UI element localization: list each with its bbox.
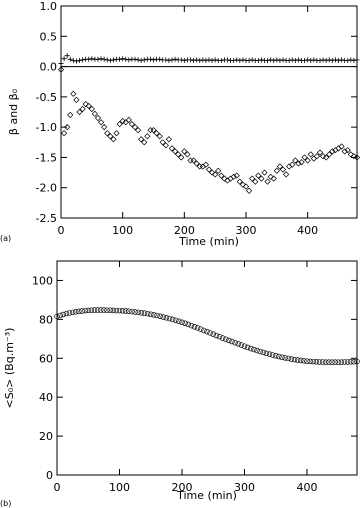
data-point-diamond [262, 170, 267, 175]
y-tick-label: 1.0 [39, 0, 57, 13]
data-point-plus [86, 57, 91, 62]
data-point-plus [240, 57, 245, 62]
data-point-diamond [126, 117, 131, 122]
data-point-plus [65, 53, 70, 58]
data-point-diamond [274, 168, 279, 173]
y-tick-label: 40 [39, 391, 53, 405]
data-point-circle [164, 315, 169, 320]
data-point-plus [111, 57, 116, 62]
data-point-plus [274, 57, 279, 62]
data-point-plus [136, 57, 141, 62]
panel-b-plot-frame [57, 261, 357, 475]
data-point-plus [163, 57, 168, 62]
data-point-circle [186, 322, 191, 327]
data-point-plus [333, 57, 338, 62]
data-point-plus [102, 57, 107, 62]
x-tick-label: 100 [109, 481, 130, 494]
data-point-diamond [114, 131, 119, 136]
panel-b-ticks [32, 261, 357, 494]
data-point-circle [211, 332, 216, 337]
data-point-plus [203, 58, 208, 63]
data-point-plus [200, 57, 205, 62]
data-point-plus [247, 58, 252, 63]
data-point-circle [242, 344, 247, 349]
panel-b-marks [55, 308, 360, 365]
data-point-plus [71, 58, 76, 63]
data-point-plus [210, 58, 215, 63]
data-point-plus [120, 56, 125, 61]
data-point-plus [188, 57, 193, 62]
data-point-circle [230, 339, 235, 344]
data-point-plus [157, 57, 162, 62]
data-point-plus [148, 57, 153, 62]
data-point-circle [261, 350, 266, 355]
data-point-circle [58, 313, 63, 318]
data-point-plus [290, 57, 295, 62]
data-point-circle [205, 329, 210, 334]
data-point-plus [256, 58, 261, 63]
x-tick-label: 400 [296, 481, 318, 494]
y-tick-label: -2.0 [35, 181, 57, 195]
x-tick-label: 200 [173, 224, 195, 237]
data-point-plus [311, 57, 316, 62]
data-point-plus [166, 58, 171, 63]
data-point-circle [226, 338, 231, 343]
data-point-diamond [283, 172, 288, 177]
data-point-plus [207, 57, 212, 62]
data-point-circle [155, 313, 160, 318]
data-point-diamond [92, 111, 97, 116]
data-point-plus [330, 58, 335, 63]
data-point-plus [77, 58, 82, 63]
y-tick-label: 20 [39, 430, 53, 444]
data-point-plus [321, 57, 326, 62]
data-point-plus [268, 57, 273, 62]
panel-a-label: (a) [0, 234, 12, 243]
data-point-circle [273, 353, 278, 358]
data-point-diamond [145, 134, 150, 139]
data-point-plus [296, 57, 301, 62]
data-point-plus [74, 59, 79, 64]
data-point-circle [245, 345, 250, 350]
data-point-circle [220, 336, 225, 341]
data-point-plus [339, 57, 344, 62]
data-point-circle [258, 349, 263, 354]
x-tick-label: 300 [234, 481, 255, 494]
data-point-plus [105, 57, 110, 62]
data-point-circle [255, 348, 260, 353]
data-point-plus [123, 57, 128, 62]
y-tick-label: 60 [39, 352, 53, 366]
panel-a-plot-frame [61, 6, 357, 218]
data-point-plus [108, 58, 113, 63]
data-point-circle [267, 352, 272, 357]
panel-a-marks [58, 53, 359, 193]
data-point-circle [270, 353, 275, 358]
data-point-plus [62, 56, 67, 61]
data-point-diamond [74, 97, 79, 102]
data-point-circle [161, 315, 166, 320]
y-tick-label: 80 [39, 313, 53, 327]
data-point-circle [195, 326, 200, 331]
panel-b-y-axis-title: <S₀> (Bq.m⁻³) [3, 327, 16, 409]
data-point-plus [170, 57, 175, 62]
data-point-diamond [68, 112, 73, 117]
data-point-circle [192, 324, 197, 329]
data-point-plus [265, 58, 270, 63]
panel-a-ticks [36, 0, 357, 237]
data-point-circle [198, 327, 203, 332]
data-point-plus [173, 57, 178, 62]
data-point-plus [99, 56, 104, 61]
data-point-plus [259, 57, 264, 62]
data-point-diamond [61, 131, 66, 136]
data-point-plus [231, 58, 236, 63]
y-tick-label: -1.0 [35, 121, 57, 135]
data-point-circle [276, 354, 281, 359]
data-point-plus [327, 57, 332, 62]
x-tick-label: 0 [53, 481, 61, 494]
data-point-circle [236, 341, 241, 346]
data-point-circle [239, 343, 244, 348]
data-point-circle [217, 334, 222, 339]
data-point-plus [308, 58, 313, 63]
y-tick-label: -0.5 [35, 90, 57, 104]
data-point-plus [80, 57, 85, 62]
data-point-plus [348, 57, 353, 62]
panel-a-beta-chart [0, 0, 360, 248]
data-point-diamond [265, 179, 270, 184]
data-point-diamond [246, 188, 251, 193]
data-point-circle [251, 347, 256, 352]
data-point-circle [201, 328, 206, 333]
data-point-plus [336, 58, 341, 63]
data-point-circle [264, 351, 269, 356]
data-point-plus [142, 57, 147, 62]
data-point-circle [170, 317, 175, 322]
data-point-plus [351, 58, 356, 63]
data-point-plus [287, 58, 292, 63]
panel-b-x-axis-title: Time (min) [177, 489, 237, 502]
data-point-plus [197, 58, 202, 63]
data-point-circle [158, 314, 163, 319]
x-tick-label: 200 [171, 481, 193, 494]
data-point-plus [293, 58, 298, 63]
panel-a-x-axis-title: Time (min) [179, 235, 239, 248]
y-tick-label: 0.0 [39, 60, 57, 74]
data-point-plus [117, 57, 122, 62]
data-point-plus [151, 57, 156, 62]
data-point-circle [176, 319, 181, 324]
data-point-plus [96, 57, 101, 62]
panel-a-y-axis-title: β and β₀ [7, 88, 20, 136]
y-tick-label: -1.5 [35, 151, 57, 165]
data-point-circle [180, 320, 185, 325]
data-point-plus [182, 58, 187, 63]
data-point-circle [208, 331, 213, 336]
data-point-plus [271, 58, 276, 63]
data-point-plus [194, 57, 199, 62]
data-point-plus [68, 57, 73, 62]
data-point-circle [248, 346, 253, 351]
x-tick-label: 300 [235, 224, 257, 237]
x-tick-label: 0 [57, 224, 65, 237]
panel-b-activity-chart [0, 261, 359, 508]
data-point-circle [189, 323, 194, 328]
data-point-plus [305, 57, 310, 62]
data-point-diamond [102, 125, 107, 130]
x-tick-label: 400 [297, 224, 319, 237]
data-point-circle [183, 321, 188, 326]
data-point-circle [233, 340, 238, 345]
x-tick-label: 100 [112, 224, 134, 237]
data-point-plus [237, 58, 242, 63]
data-point-plus [213, 57, 218, 62]
data-point-diamond [98, 120, 103, 125]
data-point-plus [191, 58, 196, 63]
data-point-plus [277, 58, 282, 63]
data-point-diamond [308, 152, 313, 157]
data-point-plus [219, 58, 224, 63]
data-point-diamond [95, 115, 100, 120]
data-point-plus [179, 57, 184, 62]
y-tick-label: 0.5 [39, 30, 57, 44]
data-point-circle [214, 333, 219, 338]
data-point-plus [250, 57, 255, 62]
data-point-circle [173, 318, 178, 323]
data-point-circle [61, 312, 66, 317]
data-point-plus [225, 57, 230, 62]
data-point-plus [139, 58, 144, 63]
data-point-diamond [166, 137, 171, 142]
y-tick-label: -2.5 [35, 212, 57, 225]
data-point-diamond [311, 156, 316, 161]
data-point-plus [345, 58, 350, 63]
data-point-plus [133, 57, 138, 62]
data-point-plus [318, 58, 323, 63]
y-tick-label: 100 [32, 274, 53, 288]
data-point-plus [89, 56, 94, 61]
data-point-plus [126, 57, 131, 62]
data-point-plus [302, 58, 307, 63]
data-point-plus [281, 57, 286, 62]
y-tick-label: 0 [46, 469, 53, 482]
data-point-plus [324, 58, 329, 63]
data-point-diamond [71, 91, 76, 96]
data-point-circle [167, 316, 172, 321]
data-point-circle [223, 337, 228, 342]
data-point-plus [234, 57, 239, 62]
panel-b-label: (b) [0, 499, 12, 508]
